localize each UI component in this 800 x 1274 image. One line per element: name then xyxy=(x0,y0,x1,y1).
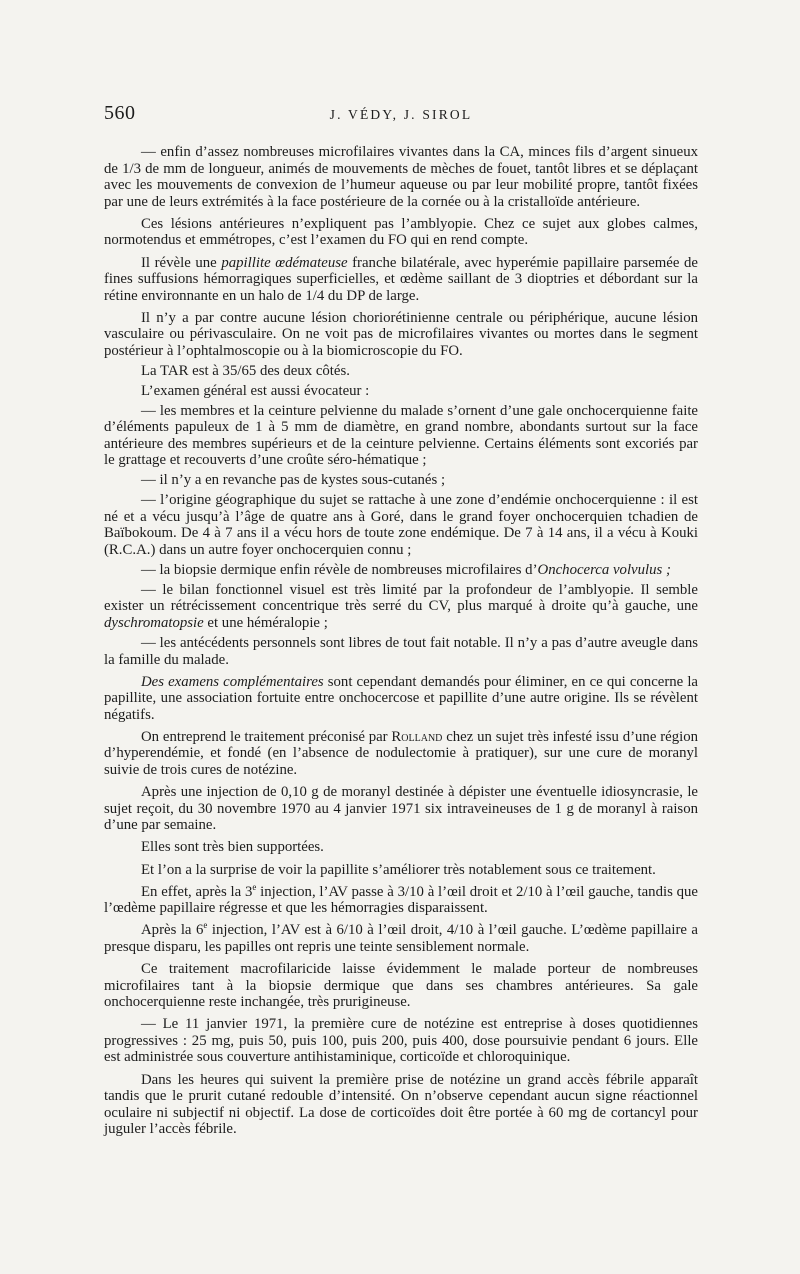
text-segment: Après une injection de 0,10 g de moranyl destinée à dépister une éventuelle idiosyncrasie, le sujet reçoit, du 30 novembre 1970 au 4 janvier 1971 six intraveineuses de 1 g de moranyl à raison d’une par semaine. xyxy=(104,784,698,834)
text-segment: injection, l’AV est à 6/10 à l’œil droit, 4/10 à l’œil gauche. L’œdème papillaire a presque disparu, les papilles ont repris une teinte sensiblement normale. xyxy=(104,922,698,955)
paragraph-p11 xyxy=(104,582,698,632)
text-segment: La TAR est à 35/65 des deux côtés. xyxy=(141,362,350,379)
paragraph-p3 xyxy=(104,255,698,305)
paragraph-p17 xyxy=(104,862,698,879)
article-body xyxy=(104,144,698,1141)
text-segment: Des examens complémentaires xyxy=(141,673,324,690)
text-segment: — le bilan fonctionnel visuel est très limité par la profondeur de l’amblyopie. Il semble exister un rétrécissement concentrique très serré du CV, plus marqué à droite qu’à gauche, une xyxy=(104,581,698,615)
text-segment: franche bilatérale, avec hyperémie papillaire parsemée de fines suffusions hémorragiques superficielles, et œdème saillant de 3 dioptries et débordant sur la rétine environnante en un halo de 1/4 du DP de large. xyxy=(104,254,698,304)
paragraph-p22 xyxy=(104,1072,698,1138)
paragraph-p2 xyxy=(104,216,698,249)
paragraph-p21 xyxy=(104,1016,698,1066)
paragraph-p6 xyxy=(104,383,698,400)
text-segment: — les membres et la ceinture pelvienne du malade s’ornent d’une gale onchocerquienne faite d’éléments papuleux de 1 à 5 mm de diamètre, en grand nombre, abondants surtout sur la face antérieure des membres supérieurs et de la ceinture pelvienne. Certains éléments sont excoriés par le grattage et recouverts d’une croûte séro-hématique ; xyxy=(104,402,698,469)
text-segment: En effet, après la 3 xyxy=(141,883,253,900)
paragraph-p12 xyxy=(104,635,698,668)
paragraph-p8 xyxy=(104,472,698,489)
paragraph-p13 xyxy=(104,674,698,724)
paragraph-p1 xyxy=(104,144,698,210)
text-segment: — enfin d’assez nombreuses microfilaires vivantes dans la CA, minces fils d’argent sinueux de 1/3 de mm de longueur, animés de mouvements de mèches de fouet, tantôt libres et se déplaçant avec les mouvements de convexion de l’humeur aqueuse ou par leur mobilité propre, tantôt fixées par une de leurs extrémités à la face postérieure de la cornée ou à la cristalloïde antérieure. xyxy=(104,144,698,210)
text-segment: Dans les heures qui suivent la première prise de notézine un grand accès fébrile apparaît tandis que le prurit cutané redouble d’intensité. On n’observe cependant aucun signe réactionnel oculaire ni subjectif ni objectif. La dose de corticoïdes doit être portée à 60 mg de cortancyl pour juguler l’accès fébrile. xyxy=(104,1071,698,1138)
text-segment: — il n’y a en revanche pas de kystes sous-cutanés ; xyxy=(141,472,446,489)
paragraph-p18 xyxy=(104,881,698,917)
text-segment: e xyxy=(203,920,208,931)
paragraph-p7 xyxy=(104,403,698,469)
paragraph-p9 xyxy=(104,492,698,558)
text-segment: — la biopsie dermique enfin révèle de nombreuses microfilaires d’ xyxy=(141,561,538,578)
text-segment: et une héméralopie ; xyxy=(203,615,328,632)
text-segment: e xyxy=(252,881,257,892)
running-head-authors: J. VÉDY, J. SIROL xyxy=(329,107,473,122)
text-segment: Il n’y a par contre aucune lésion choriorétinienne centrale ou périphérique, aucune lésion vasculaire ou périvasculaire. On ne voit pas de microfilaires vivantes ou mortes dans le segment postérieur à l’ophtalmoscopie ou à la biomicroscopie du FO. xyxy=(104,309,698,360)
text-segment: Rolland xyxy=(391,728,443,745)
text-segment: Ces lésions antérieures n’expliquent pas l’amblyopie. Chez ce sujet aux globes calmes, normotendus et emmétropes, c’est l’examen du FO qui en rend compte. xyxy=(104,215,698,249)
text-segment: L’examen général est aussi évocateur : xyxy=(141,382,370,399)
text-segment: Après la 6 xyxy=(141,922,204,939)
paragraph-p15 xyxy=(104,784,698,834)
text-segment: Il révèle une xyxy=(141,254,222,271)
paragraph-p20 xyxy=(104,961,698,1011)
paragraph-p10 xyxy=(104,562,698,579)
text-segment: On entreprend le traitement préconisé par xyxy=(141,728,392,745)
text-segment: Et l’on a la surprise de voir la papillite s’améliorer très notablement sous ce traitement. xyxy=(141,861,656,878)
paragraph-p5 xyxy=(104,363,698,380)
paragraph-p4 xyxy=(104,310,698,360)
text-segment: sont cependant demandés pour éliminer, en ce qui concerne la papillite, une association fortuite entre onchocercose et papillite d’une autre origine. Ils se révèlent négatifs. xyxy=(104,673,698,723)
text-segment: injection, l’AV passe à 3/10 à l’œil droit et 2/10 à l’œil gauche, tandis que l’œdème papillaire régresse et que les hémorragies disparaissent. xyxy=(104,883,698,917)
page-header xyxy=(104,102,698,132)
text-segment: Ce traitement macrofilaricide laisse évidemment le malade porteur de nombreuses microfilaires tant à la biopsie dermique que dans ses chambres antérieures. Sa gale onchocerquienne reste inchangée, très prurigineuse. xyxy=(104,961,698,1011)
paragraph-p19 xyxy=(104,922,698,955)
page-number: 560 xyxy=(104,102,136,124)
text-segment: chez un sujet très infesté issu d’une région d’hyperendémie, et fondé (en l’absence de nodulectomie à pratiquer), sur une cure de moranyl suivie de trois cures de notézine. xyxy=(104,728,698,779)
text-segment: dyschromatopsie xyxy=(104,615,204,632)
text-segment: — l’origine géographique du sujet se rattache à une zone d’endémie onchocerquienne : il est né et a vécu jusqu’à l’âge de quatre ans à Goré, dans le grand foyer onchocerquien tchadien de Baïbokoum. De 4 à 7 ans il a vécu hors de toute zone endémique. De 7 à 14 ans, il a vécu à Kouki (R.C.A.) dans un autre foyer onchocerquien connu ; xyxy=(104,492,698,559)
paragraph-p14 xyxy=(104,729,698,779)
text-segment: Onchocerca volvulus ; xyxy=(537,561,671,578)
text-segment: papillite œdémateuse xyxy=(221,254,348,271)
paragraph-p16 xyxy=(104,839,698,856)
text-segment: Elles sont très bien supportées. xyxy=(141,839,324,856)
text-segment: — Le 11 janvier 1971, la première cure de notézine est entreprise à doses quotidiennes progressives : 25 mg, puis 50, puis 100, puis 200, puis 400, dose poursuivie pendant 6 jours. Elle est administrée sous couverture antihistaminique, corticoïde et chloroquinique. xyxy=(104,1016,698,1066)
text-segment: — les antécédents personnels sont libres de tout fait notable. Il n’y a pas d’autre aveugle dans la famille du malade. xyxy=(104,634,698,668)
